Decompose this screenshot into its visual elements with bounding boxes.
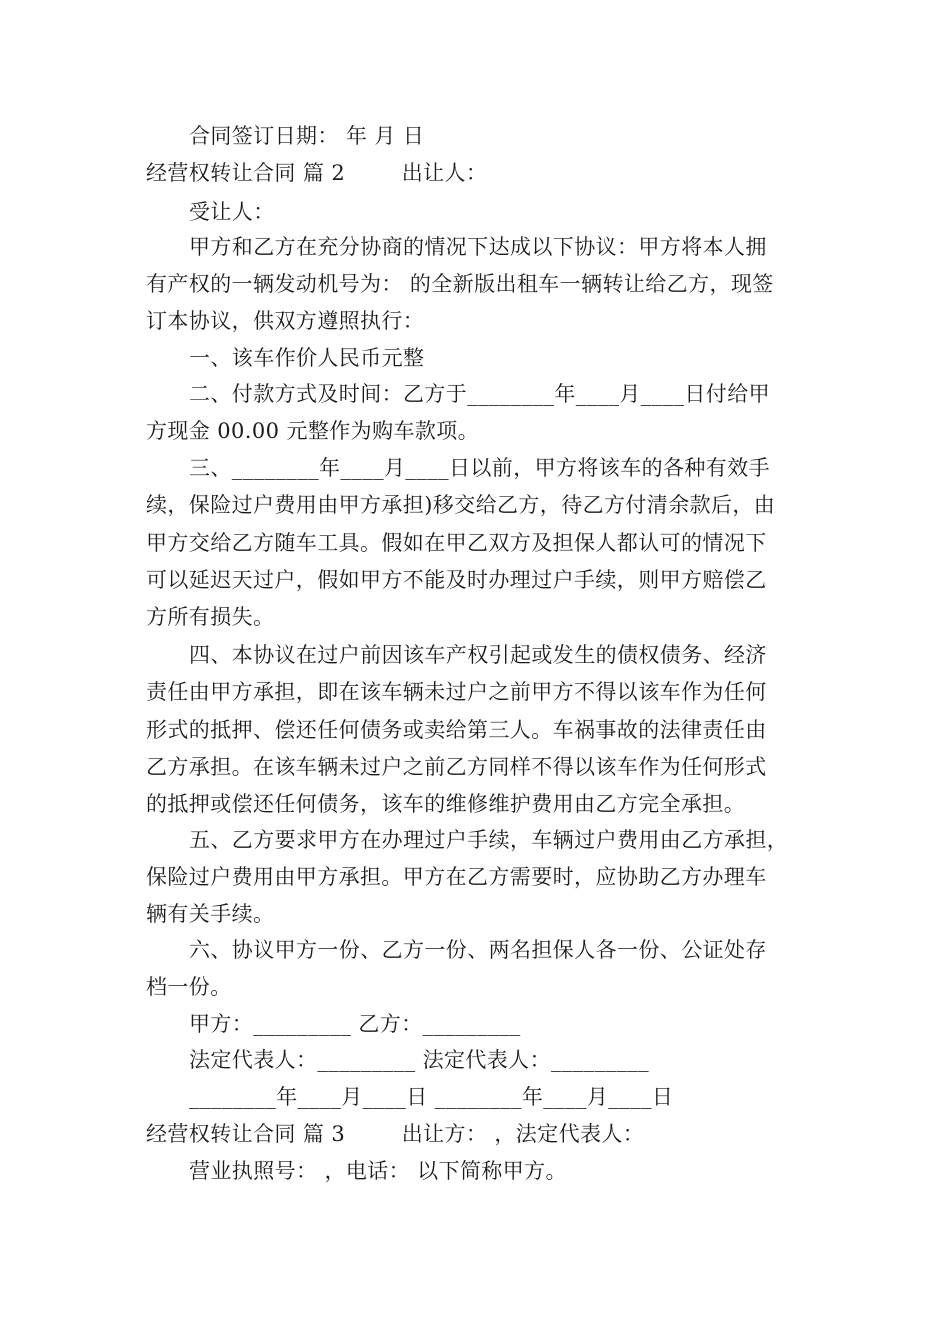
license-line: 营业执照号： ，电话： 以下简称甲方。	[189, 1159, 567, 1183]
paragraph-line: 辆有关手续。	[146, 902, 275, 926]
paragraph-line: 有产权的一辆发动机号为： 的全新版出租车一辆转让给乙方，现签	[146, 272, 774, 296]
paragraph-line: 形式的抵押、偿还任何债务或卖给第三人。车祸事故的法律责任由	[146, 718, 767, 742]
signing-date-line: 合同签订日期： 年 月 日	[189, 124, 425, 148]
clause-3-line: 三、________年____月____日以前，甲方将该车的各种有效手	[189, 456, 770, 480]
clause-5-line: 五、乙方要求甲方在办理过户手续，车辆过户费用由乙方承担，	[189, 828, 789, 852]
legal-rep-signature-line: 法定代表人：_________ 法定代表人：_________	[189, 1048, 650, 1072]
clause-1-line: 一、该车作价人民币元整	[189, 346, 425, 370]
paragraph-line: 甲方交给乙方随车工具。假如在甲乙双方及担保人都认可的情况下	[146, 531, 767, 555]
paragraph-line: 责任由甲方承担，即在该车辆未过户之前甲方不得以该车作为任何	[146, 680, 767, 704]
paragraph-line: 续，保险过户费用由甲方承担)移交给乙方，待乙方付清余款后，由	[146, 493, 776, 517]
clause-4-line: 四、本协议在过户前因该车产权引起或发生的债权债务、经济	[189, 643, 767, 667]
paragraph-line: 可以延迟天过户，假如甲方不能及时办理过户手续，则甲方赔偿乙	[146, 568, 767, 592]
paragraph-line: 乙方承担。在该车辆未过户之前乙方同样不得以该车作为任何形式	[146, 755, 767, 779]
paragraph-line: 的抵押或偿还任何债务，该车的维修维护费用由乙方完全承担。	[146, 792, 746, 816]
paragraph-line: 方所有损失。	[146, 605, 275, 629]
paragraph-line: 保险过户费用由甲方承担。甲方在乙方需要时，应协助乙方办理车	[146, 865, 767, 889]
paragraph-line: 订本协议，供双方遵照执行：	[146, 309, 425, 333]
signature-date-line: ________年____月____日 ________年____月____日	[189, 1085, 674, 1109]
paragraph-line: 方现金 00.00 元整作为购车款项。	[146, 419, 480, 443]
clause-6-line: 六、协议甲方一份、乙方一份、两名担保人各一份、公证处存	[189, 938, 767, 962]
section-3-heading: 经营权转让合同 篇 3 出让方： ，法定代表人：	[146, 1122, 645, 1146]
transferee-line: 受让人：	[189, 200, 275, 224]
party-signature-line: 甲方：_________ 乙方：_________	[189, 1012, 521, 1036]
paragraph-line: 甲方和乙方在充分协商的情况下达成以下协议：甲方将本人拥	[189, 235, 767, 259]
section-2-heading: 经营权转让合同 篇 2 出让人：	[146, 161, 488, 185]
paragraph-line: 档一份。	[146, 975, 232, 999]
clause-2-line: 二、付款方式及时间：乙方于________年____月____日付给甲	[189, 382, 770, 406]
